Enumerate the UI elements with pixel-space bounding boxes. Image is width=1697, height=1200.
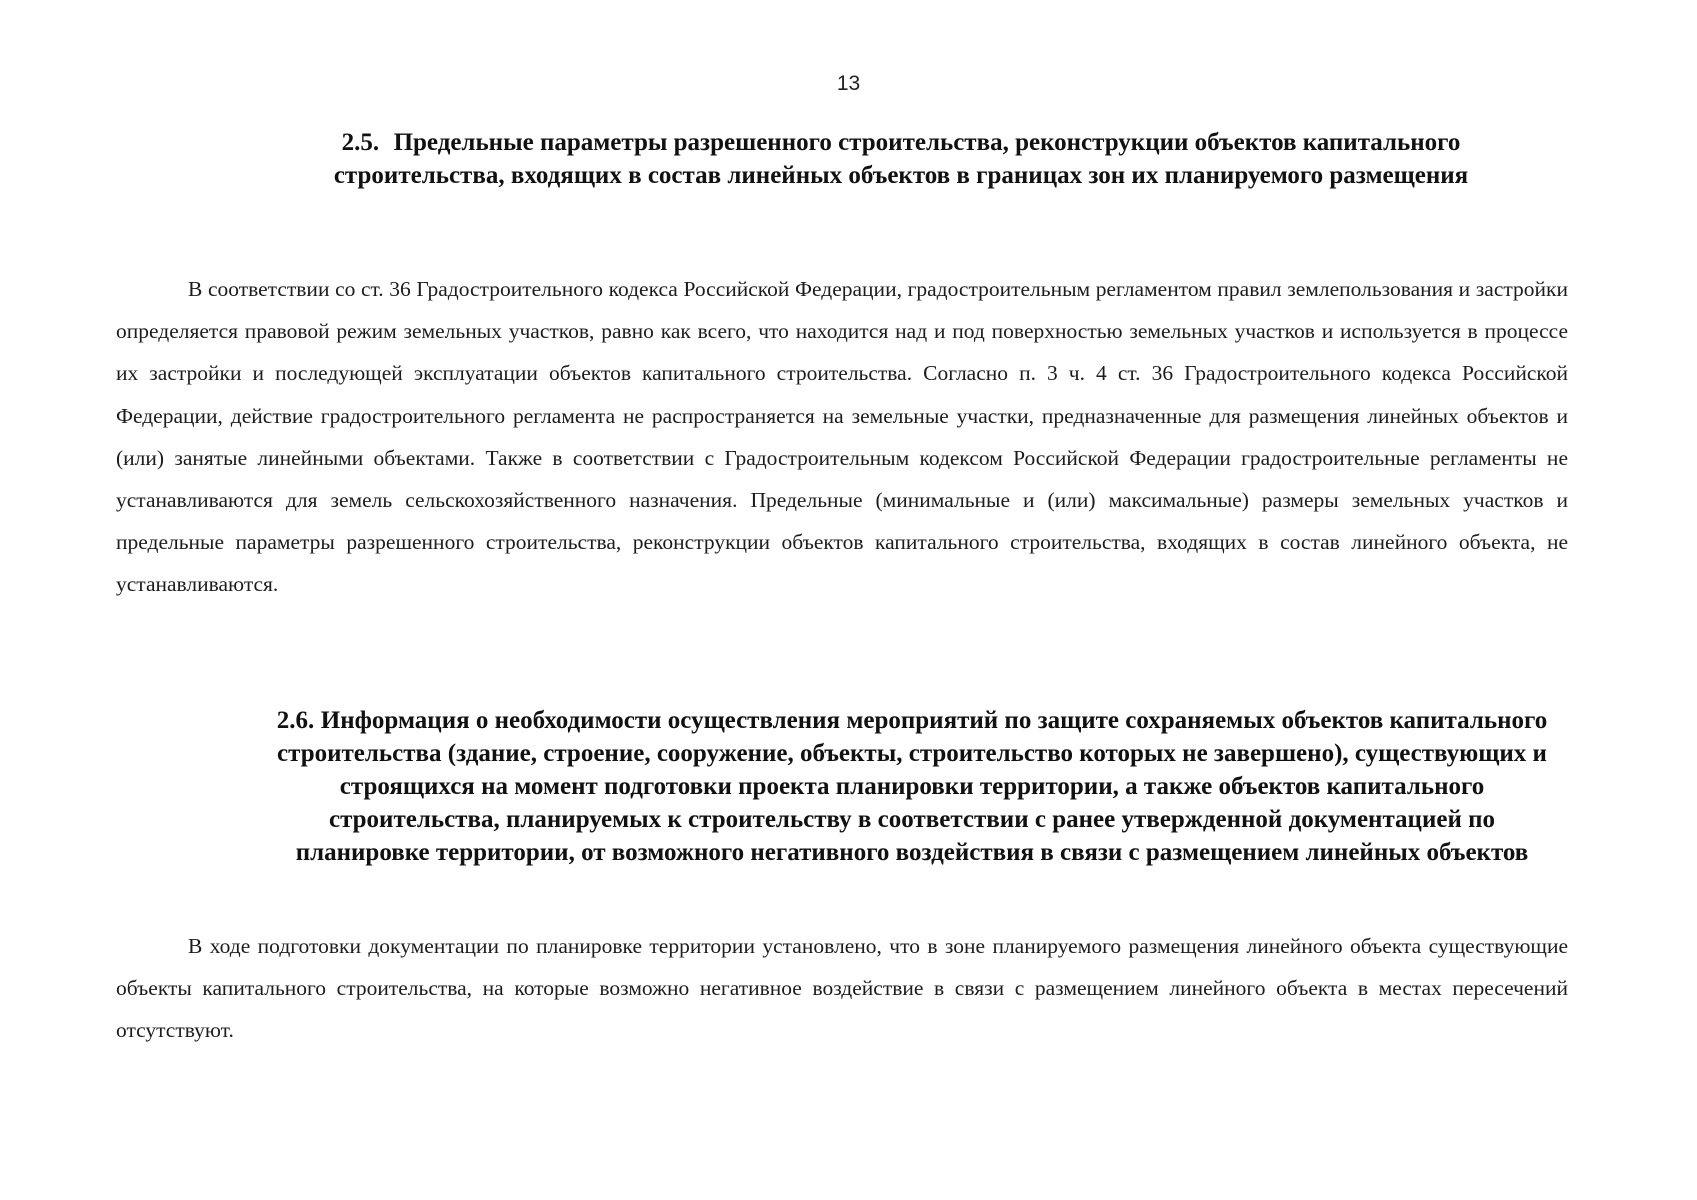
- section-heading-2-6: [262, 704, 1562, 869]
- section-number: 2.5.: [341, 129, 380, 156]
- section-paragraph-2-5: В соответствии со ст. 36 Градостроительного кодекса Российской Федерации, градостроительным регламентом правил землепользования и застройки определяется правовой режим земельных участков, равно как всего, что находится над и под поверхностью земельных участков и используется в процессе их застройки и последующей эксплуатации объектов капитального строительства. Согласно п. 3 ч. 4 ст. 36 Градостроительного кодекса Российской Федерации, действие градостроительного регламента не распространяется на земельные участки, предназначенные для размещения линейных объектов и (или) занятые линейными объектами. Также в соответствии с Градостроительным кодексом Российской Федерации градостроительные регламенты не устанавливаются для земель сельскохозяйственного назначения. Предельные (минимальные и (или) максимальные) размеры земельных участков и предельные параметры разрешенного строительства, реконструкции объектов капитального строительства, входящих в состав линейного объекта, не устанавливаются.: [116, 277, 1568, 597]
- section-heading-2-5: [256, 126, 1546, 192]
- section-number: 2.6.: [276, 707, 315, 734]
- page-number: 13: [836, 72, 861, 95]
- section-title: Информация о необходимости осуществления мероприятий по защите сохраняемых объектов капитального строительства (здание, строение, сооружение, объекты, строительство которых не завершено), существующих и строящихся на момент подготовки проекта планировки территории, а также объектов капитального строительства, планируемых к строительству в соответствии с ранее утвержденной документацией по планировке территории, от возможного негативного воздействия в связи с размещением линейных объектов: [277, 707, 1548, 866]
- section-title: Предельные параметры разрешенного строительства, реконструкции объектов капитального строительства, входящих в состав линейных объектов в границах зон их планируемого размещения: [333, 129, 1469, 189]
- section-paragraph-2-6: В ходе подготовки документации по планировке территории установлено, что в зоне планируемого размещения линейного объекта существующие объекты капитального строительства, на которые возможно негативное воздействие в связи с размещением линейного объекта в местах пересечений отсутствуют.: [116, 934, 1568, 1043]
